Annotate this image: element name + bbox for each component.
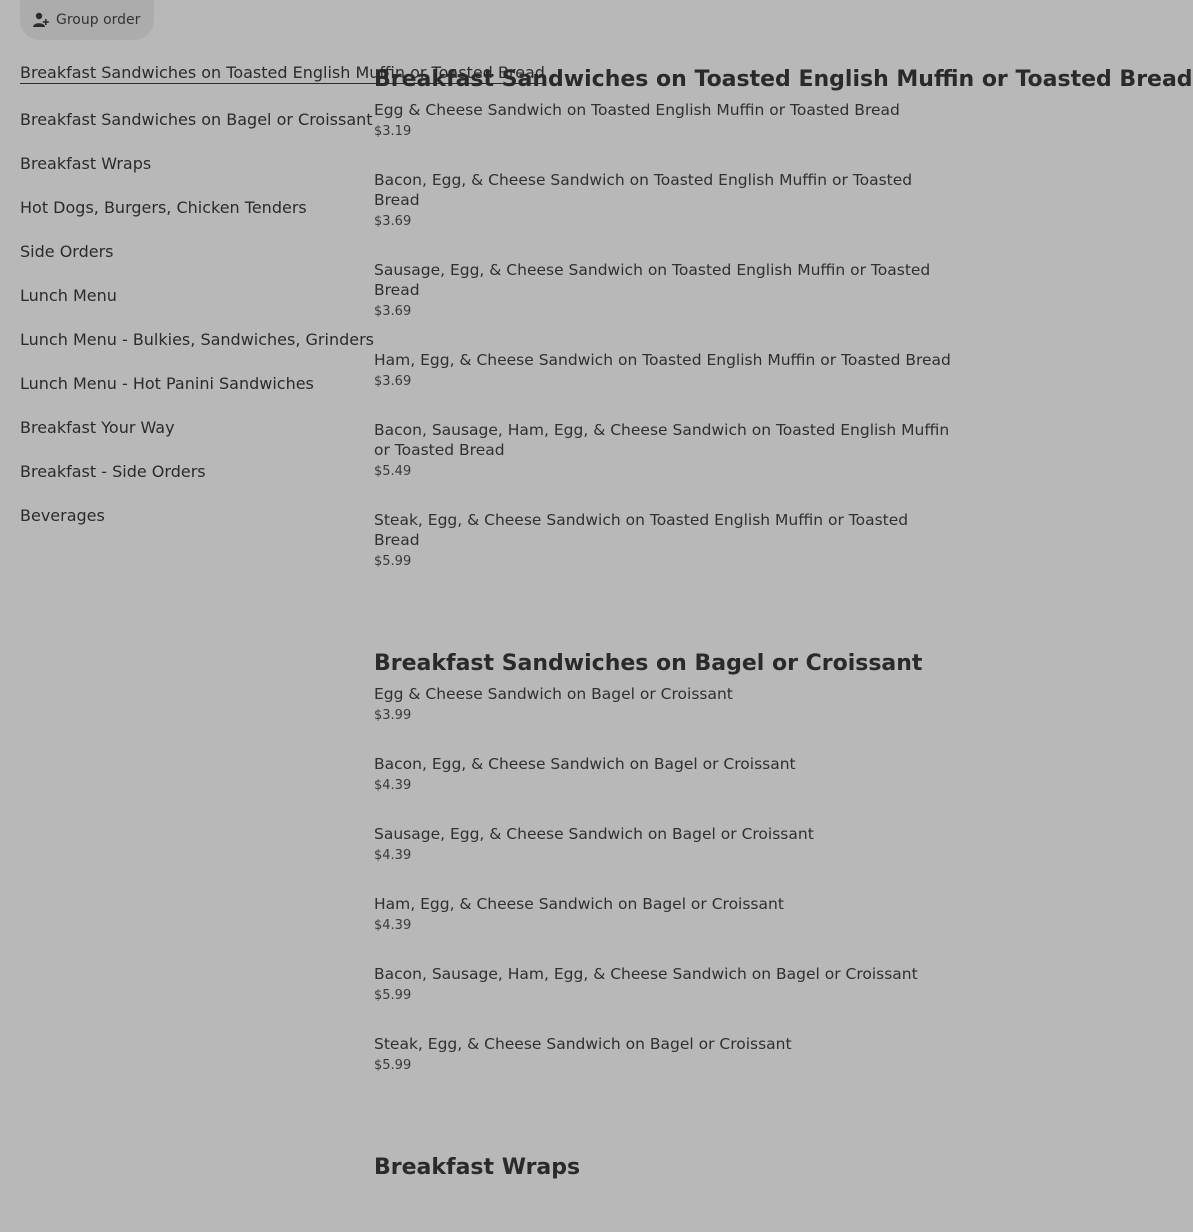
menu-item-price: $4.39: [374, 918, 412, 933]
sidebar-category-label: Beverages: [20, 506, 105, 525]
section-title: Breakfast Sandwiches on Bagel or Croissant: [374, 651, 923, 676]
menu-item-price: $3.69: [374, 304, 412, 319]
sidebar-category-label: Breakfast Sandwiches on Toasted English Muffin or Toasted Bread: [20, 63, 545, 82]
menu-item-name: Sausage, Egg, & Cheese Sandwich on Bagel or Croissant: [374, 825, 814, 843]
sidebar-category-label: Breakfast Sandwiches on Bagel or Croissant: [20, 110, 373, 129]
sidebar-category-item[interactable]: [20, 52, 545, 96]
sidebar-category-label: Lunch Menu - Bulkies, Sandwiches, Grinders: [20, 330, 374, 349]
menu-item[interactable]: [374, 754, 958, 824]
menu-item-price: $4.39: [374, 848, 412, 863]
menu-item-name: Bacon, Sausage, Ham, Egg, & Cheese Sandwich on Bagel or Croissant: [374, 965, 918, 983]
menu-item-price: $5.99: [374, 1058, 412, 1073]
menu-item-price: $4.39: [374, 778, 412, 793]
sidebar-category-label: Hot Dogs, Burgers, Chicken Tenders: [20, 198, 307, 217]
sidebar-category-item[interactable]: [20, 362, 326, 406]
sidebar-category-item[interactable]: [20, 230, 326, 274]
sidebar-category-item[interactable]: [20, 450, 326, 494]
add-person-icon: [32, 11, 50, 29]
menu-item-price: $5.49: [374, 464, 412, 479]
sidebar-category-item[interactable]: [20, 98, 373, 142]
menu-item[interactable]: [374, 510, 958, 600]
sidebar-category-label: Breakfast Wraps: [20, 154, 152, 173]
section-title: Breakfast Sandwiches on Toasted English Muffin or Toasted Bread: [374, 67, 1193, 92]
group-order-label: Group order: [56, 12, 141, 28]
sidebar-category-item[interactable]: [20, 186, 326, 230]
menu-item-price: $3.69: [374, 374, 412, 389]
menu-item-price: $3.69: [374, 214, 412, 229]
menu-item[interactable]: [374, 894, 958, 964]
menu-item-name: Egg & Cheese Sandwich on Toasted English Muffin or Toasted Bread: [374, 101, 900, 119]
menu-item-price: $3.99: [374, 708, 412, 723]
menu-item[interactable]: [374, 964, 958, 1034]
section-title: Breakfast Wraps: [374, 1155, 581, 1180]
sidebar-category-item[interactable]: [20, 494, 326, 538]
menu-item-name: Steak, Egg, & Cheese Sandwich on Bagel or Croissant: [374, 1035, 792, 1053]
sidebar-category-label: Breakfast Your Way: [20, 418, 175, 437]
sidebar-category-item[interactable]: [20, 142, 326, 186]
menu-item[interactable]: [374, 824, 958, 894]
menu-section: [374, 60, 1193, 600]
sidebar-category-label: Lunch Menu - Hot Panini Sandwiches: [20, 374, 314, 393]
sidebar-category-label: Breakfast - Side Orders: [20, 462, 206, 481]
menu-item-price: $5.99: [374, 554, 412, 569]
sidebar-category-item[interactable]: [20, 274, 326, 318]
menu-item-name: Bacon, Sausage, Ham, Egg, & Cheese Sandwich on Toasted English Muffin or Toasted Bread: [374, 421, 950, 459]
menu-item[interactable]: [374, 350, 958, 420]
menu-item[interactable]: [374, 420, 958, 510]
menu-item-price: $5.99: [374, 988, 412, 1003]
menu-item-name: Ham, Egg, & Cheese Sandwich on Bagel or Croissant: [374, 895, 784, 913]
sidebar-category-item[interactable]: [20, 318, 374, 362]
menu-item-name: Egg & Cheese Sandwich on Bagel or Croissant: [374, 685, 733, 703]
menu-section: [374, 1148, 958, 1188]
menu-item[interactable]: [374, 100, 958, 170]
menu-item-price: $3.19: [374, 124, 412, 139]
menu-item[interactable]: [374, 1034, 958, 1104]
sidebar-category-label: Side Orders: [20, 242, 114, 261]
menu-item[interactable]: [374, 684, 958, 754]
sidebar-category-label: Lunch Menu: [20, 286, 117, 305]
menu-item-name: Sausage, Egg, & Cheese Sandwich on Toasted English Muffin or Toasted Bread: [374, 261, 931, 299]
sidebar-category-item[interactable]: [20, 406, 326, 450]
menu-item[interactable]: [374, 260, 958, 350]
menu-item-name: Steak, Egg, & Cheese Sandwich on Toasted English Muffin or Toasted Bread: [374, 511, 909, 549]
group-order-button[interactable]: [20, 0, 154, 40]
menu-item-name: Ham, Egg, & Cheese Sandwich on Toasted English Muffin or Toasted Bread: [374, 351, 951, 369]
menu-content: [374, 60, 1193, 1232]
menu-item[interactable]: [374, 170, 958, 260]
menu-item-name: Bacon, Egg, & Cheese Sandwich on Bagel or Croissant: [374, 755, 796, 773]
menu-item-name: Bacon, Egg, & Cheese Sandwich on Toasted English Muffin or Toasted Bread: [374, 171, 913, 209]
menu-section: [374, 644, 958, 1104]
